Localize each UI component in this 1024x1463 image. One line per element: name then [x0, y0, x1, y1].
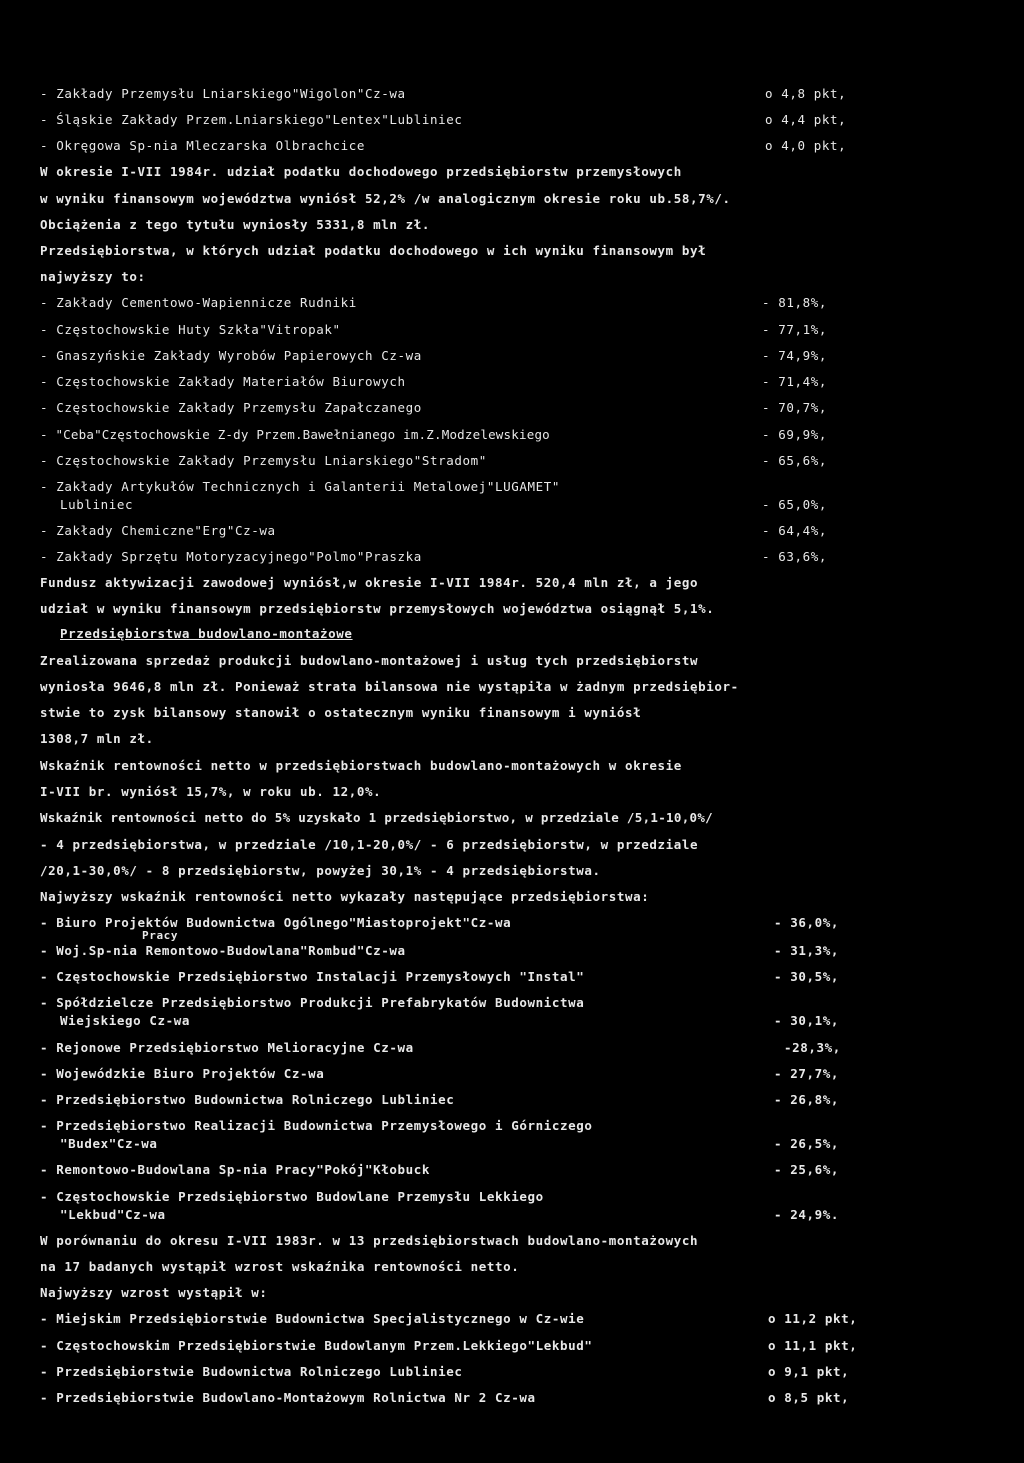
list-item-label: - Częstochowskie Zakłady Materiałów Biurowych [40, 374, 406, 389]
list-item-value: - 77,1%, [762, 322, 828, 337]
list-item-value: - 70,7%, [762, 400, 828, 415]
list-item-label-cont: Wiejskiego Cz-wa [60, 1013, 191, 1028]
paragraph-line: 1308,7 mln zł. [40, 731, 154, 746]
list-item-value: - 74,9%, [762, 348, 828, 363]
paragraph-line: wyniosła 9646,8 mln zł. Ponieważ strata bilansowa nie wystąpiła w żadnym przedsiębior- [40, 679, 739, 694]
list-item-label: - Przedsiębiorstwo Realizacji Budownictwa Przemysłowego i Górniczego [40, 1118, 593, 1133]
list-item-value: - 24,9%. [774, 1207, 840, 1222]
list-item-label: - Przedsiębiorstwo Budownictwa Rolniczego Lubliniec [40, 1092, 455, 1107]
paragraph-line: Najwyższy wzrost wystąpił w: [40, 1285, 268, 1300]
paragraph-line: W okresie I-VII 1984r. udział podatku dochodowego przedsiębiorstw przemysłowych [40, 164, 682, 179]
list-item-label: - Częstochowskie Przedsiębiorstwo Budowlane Przemysłu Lekkiego [40, 1189, 544, 1204]
list-item-label-cont: "Lekbud"Cz-wa [60, 1207, 166, 1222]
list-item-label: - Częstochowskim Przedsiębiorstwie Budowlanym Przem.Lekkiego"Lekbud" [40, 1338, 593, 1353]
list-item-label: - Częstochowskie Zakłady Przemysłu Zapałczanego [40, 400, 422, 415]
list-item-label: - Zakłady Artykułów Technicznych i Galanterii Metalowej"LUGAMET" [40, 479, 561, 494]
list-item-value: o 9,1 pkt, [768, 1364, 850, 1379]
list-item-label: - Gnaszyńskie Zakłady Wyrobów Papierowych Cz-wa [40, 348, 422, 363]
list-item-value: - 26,8%, [774, 1092, 840, 1107]
paragraph-line: W porównaniu do okresu I-VII 1983r. w 13 przedsiębiorstwach budowlano-montażowych [40, 1233, 699, 1248]
list-item-label: - Rejonowe Przedsiębiorstwo Melioracyjne Cz-wa [40, 1040, 414, 1055]
list-item-label: - Woj.Sp-nia Remontowo-Budowlana"Rombud"Cz-wa [40, 943, 406, 958]
list-item-label: - Zakłady Przemysłu Lniarskiego"Wigolon"Cz-wa [40, 86, 406, 101]
list-item-value: - 31,3%, [774, 943, 840, 958]
list-item-value: o 4,4 pkt, [765, 112, 847, 127]
paragraph-line: Przedsiębiorstwa, w których udział podatku dochodowego w ich wyniku finansowym był [40, 243, 707, 258]
list-item-label: - Śląskie Zakłady Przem.Lniarskiego"Lentex"Lubliniec [40, 112, 463, 127]
list-item-label: - Okręgowa Sp-nia Mleczarska Olbrachcice [40, 138, 366, 153]
paragraph-line: Fundusz aktywizacji zawodowej wyniósł,w okresie I-VII 1984r. 520,4 mln zł, a jego [40, 575, 699, 590]
list-item-value: - 64,4%, [762, 523, 828, 538]
paragraph-line: - 4 przedsiębiorstwa, w przedziale /10,1-20,0%/ - 6 przedsiębiorstw, w przedziale [40, 837, 699, 852]
list-item-label: - Biuro Projektów Budownictwa Ogólnego"Miastoprojekt"Cz-wa [40, 915, 512, 930]
list-item-value: - 81,8%, [762, 295, 828, 310]
list-item-value: o 11,1 pkt, [768, 1338, 858, 1353]
list-item-value: o 11,2 pkt, [768, 1311, 858, 1326]
list-item-value: -28,3%, [784, 1040, 841, 1055]
list-item-value: - 36,0%, [774, 915, 840, 930]
paragraph-line: udział w wyniku finansowym przedsiębiorstw przemysłowych województwa osiągnął 5,1%. [40, 601, 715, 616]
list-item-label: - Częstochowskie Zakłady Przemysłu Lniarskiego"Stradom" [40, 453, 487, 468]
list-item-label: - Zakłady Cementowo-Wapiennicze Rudniki [40, 295, 357, 310]
list-item-label: - Wojewódzkie Biuro Projektów Cz-wa [40, 1066, 325, 1081]
list-item-value: - 65,6%, [762, 453, 828, 468]
paragraph-line: Zrealizowana sprzedaż produkcji budowlano-montażowej i usług tych przedsiębiorstw [40, 653, 699, 668]
list-item-label: - Zakłady Chemiczne"Erg"Cz-wa [40, 523, 276, 538]
list-item-label: - "Ceba"Częstochowskie Z-dy Przem.Bawełnianego im.Z.Modzelewskiego [40, 427, 550, 442]
list-item-value: - 69,9%, [762, 427, 828, 442]
paragraph-line: na 17 badanych wystąpił wzrost wskaźnika rentowności netto. [40, 1259, 520, 1274]
list-item-value: - 26,5%, [774, 1136, 840, 1151]
paragraph-line: I-VII br. wyniósł 15,7%, w roku ub. 12,0%. [40, 784, 382, 799]
paragraph-line: /20,1-30,0%/ - 8 przedsiębiorstw, powyżej 30,1% - 4 przedsiębiorstwa. [40, 863, 601, 878]
list-item-label: - Częstochowskie Przedsiębiorstwo Instalacji Przemysłowych "Instal" [40, 969, 585, 984]
list-item-value: - 71,4%, [762, 374, 828, 389]
superscript-insert: Pracy [142, 929, 179, 942]
list-item-value: - 63,6%, [762, 549, 828, 564]
section-title: Przedsiębiorstwa budowlano-montażowe [60, 626, 353, 641]
list-item-label-cont: "Budex"Cz-wa [60, 1136, 158, 1151]
list-item-value: - 30,5%, [774, 969, 840, 984]
paragraph-line: Wskaźnik rentowności netto w przedsiębiorstwach budowlano-montażowych w okresie [40, 758, 682, 773]
list-item-value: - 25,6%, [774, 1162, 840, 1177]
list-item-value: o 8,5 pkt, [768, 1390, 850, 1405]
list-item-label: - Remontowo-Budowlana Sp-nia Pracy"Pokój"Kłobuck [40, 1162, 431, 1177]
paragraph-line: najwyższy to: [40, 269, 146, 284]
list-item-label: - Przedsiębiorstwie Budowlano-Montażowym Rolnictwa Nr 2 Cz-wa [40, 1390, 536, 1405]
list-item-label: - Przedsiębiorstwie Budownictwa Rolniczego Lubliniec [40, 1364, 463, 1379]
paragraph-line: stwie to zysk bilansowy stanowił o ostatecznym wyniku finansowym i wyniósł [40, 705, 642, 720]
list-item-label: - Zakłady Sprzętu Motoryzacyjnego"Polmo"Praszka [40, 549, 422, 564]
list-item-value: - 30,1%, [774, 1013, 840, 1028]
paragraph-line: Obciążenia z tego tytułu wyniosły 5331,8 mln zł. [40, 217, 431, 232]
paragraph-line: Wskaźnik rentowności netto do 5% uzyskało 1 przedsiębiorstwo, w przedziale /5,1-10,0%/ [40, 810, 714, 825]
list-item-label-cont: Lubliniec [60, 497, 134, 512]
list-item-label: - Spółdzielcze Przedsiębiorstwo Produkcji Prefabrykatów Budownictwa [40, 995, 585, 1010]
list-item-value: - 27,7%, [774, 1066, 840, 1081]
paragraph-line: w wyniku finansowym województwa wyniósł 52,2% /w analogicznym okresie roku ub.58,7%/. [40, 191, 731, 206]
list-item-label: - Częstochowskie Huty Szkła"Vitropak" [40, 322, 341, 337]
list-item-value: o 4,0 pkt, [765, 138, 847, 153]
paragraph-line: Najwyższy wskaźnik rentowności netto wykazały następujące przedsiębiorstwa: [40, 889, 650, 904]
list-item-value: - 65,0%, [762, 497, 828, 512]
list-item-value: o 4,8 pkt, [765, 86, 847, 101]
list-item-label: - Miejskim Przedsiębiorstwie Budownictwa Specjalistycznego w Cz-wie [40, 1311, 585, 1326]
